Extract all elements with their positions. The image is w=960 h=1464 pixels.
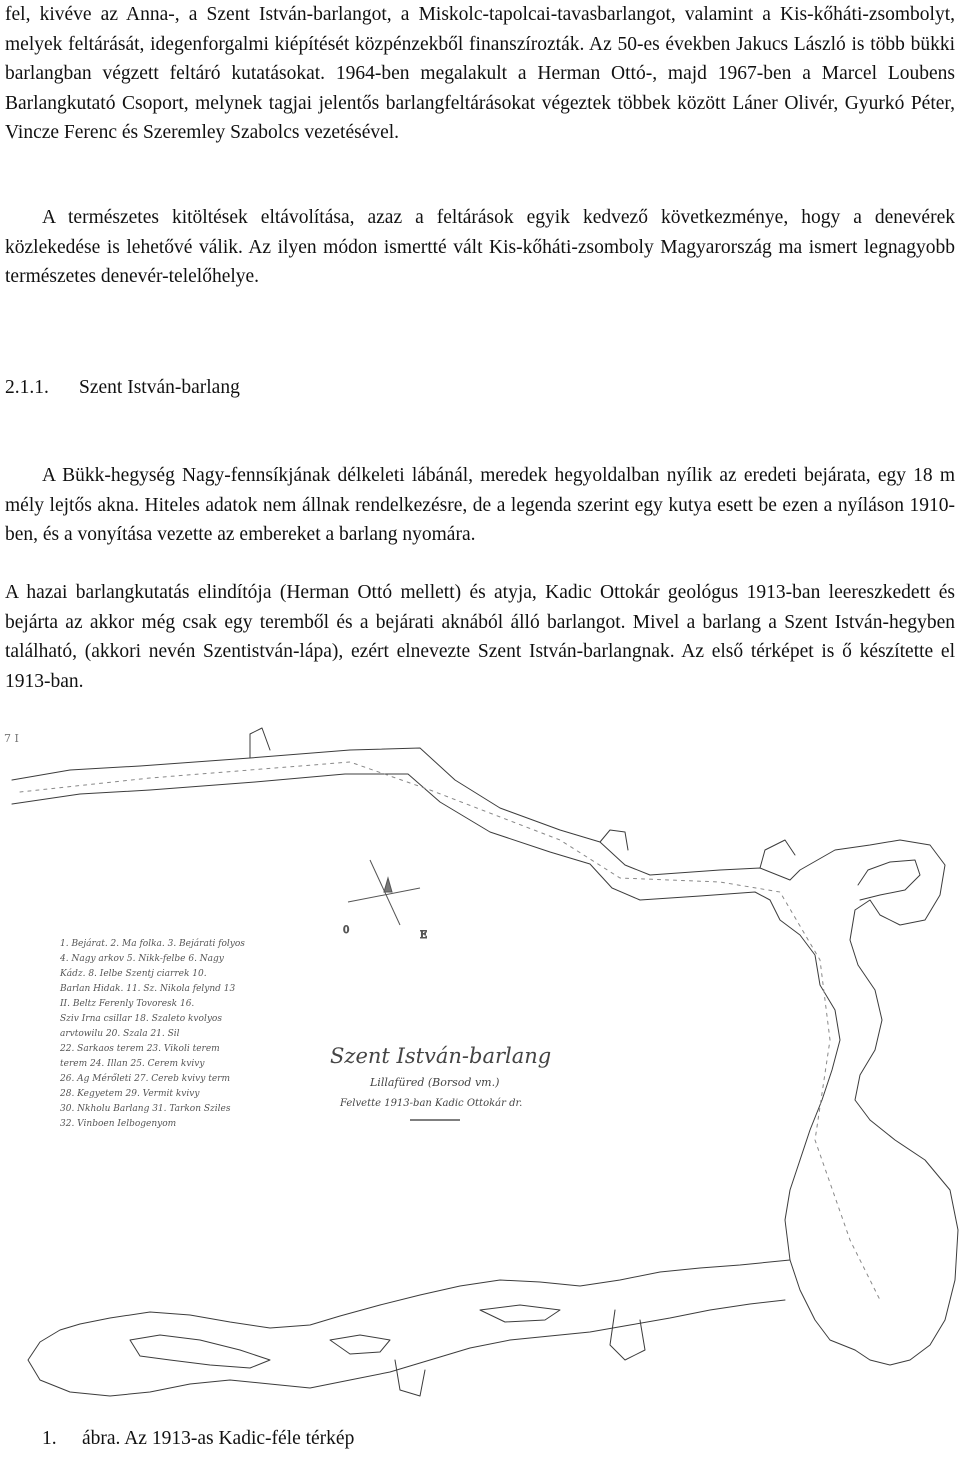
cave-wall	[12, 748, 790, 880]
section-heading	[5, 373, 240, 403]
cave-wall	[770, 900, 840, 1160]
cave-wall	[130, 1335, 270, 1368]
figure-caption-text: ábra. Az 1913-as Kadic-féle térkép	[82, 1428, 355, 1449]
figure-number: 1.	[42, 1428, 57, 1449]
cave-wall	[250, 728, 270, 758]
cave-wall	[785, 1160, 855, 1350]
cave-wall	[330, 1335, 390, 1354]
map-author-line: Felvette 1913-ban Kadic Ottokár dr.	[340, 1098, 523, 1109]
cave-map	[0, 720, 960, 1425]
map-subtitle: Lillafüred (Borsod vm.)	[370, 1076, 500, 1089]
svg-text:0: 0	[343, 925, 350, 936]
section-number: 2.1.1.	[5, 377, 49, 398]
legend-line: 26. Ag Mérőleti 27. Cereb kvivy term	[60, 1074, 230, 1084]
legend-line: 30. Nkholu Barlang 31. Tarkon Sziles	[60, 1104, 231, 1114]
map-title-block	[330, 1044, 551, 1120]
cave-wall	[855, 1120, 958, 1365]
legend-line: 4. Nagy arkov 5. Nikk-felbe 6. Nagy	[60, 954, 224, 964]
legend-line: 32. Vinboen Ielbogenyom	[60, 1119, 177, 1129]
compass-rose	[343, 860, 427, 941]
paragraph-kadic: A hazai barlangkutatás elindítója (Herman Ottó mellett) és atyja, Kadic Ottokár geológus 1913-ban leereszkedett és bejárta az akkor még csak egy teremből és a bejárati aknából álló barlangot. Mivel a barlang a Szent István-hegyben található, (akkori nevén Szentistván-lápa), ezért elnevezte Szent István-barlangnak. Az első térképet is ő készítette el 1913-ban.	[5, 582, 955, 692]
svg-text:E: E	[420, 930, 428, 941]
cave-wall	[600, 830, 628, 850]
paragraph-entrance: A Bükk-hegység Nagy-fennsíkjának délkeleti lábánál, meredek hegyoldalban nyílik az eredeti bejárata, egy 18 m mély lejtős akna. Hiteles adatok nem állnak rendelkezésre, de a legenda szerint egy kutya esett be ezen a nyíláson 1910-ben, és a vonyítása vezette az embereket a barlang nyomára.	[5, 465, 955, 546]
map-legend	[59, 938, 245, 1129]
cave-wall	[858, 860, 920, 900]
cave-wall	[28, 1260, 790, 1396]
legend-line: Kádz. 8. Ielbe Szentj ciarrek 10.	[60, 969, 207, 979]
legend-line: Barlan Hidak. 11. Sz. Nikola felynd 13	[60, 984, 236, 994]
paragraph-intro: fel, kivéve az Anna-, a Szent István-barlangot, a Miskolc-tapolcai-tavasbarlangot, valamint a Kis-kőháti-zsombolyt, melyek feltárását, idegenforgalmi kiépítését közpénzekből finanszírozták. Az 50-es években Jakucs László is több bükki barlangban végzett feltáró kutatásokat. 1964-ben megalakult a Herman Ottó-, majd 1967-ben a Marcel Loubens Barlangkutató Csoport, melynek tagjai jelentős barlangfeltárásokat végeztek többek között Láner Olivér, Gyurkó Péter, Vincze Ferenc és Szeremley Szabolcs vezetésével.	[5, 4, 955, 144]
map-title: Szent István-barlang	[330, 1044, 552, 1068]
cave-wall	[480, 1305, 560, 1322]
legend-line: terem 24. Illan 25. Cerem kvivy	[60, 1059, 205, 1069]
cave-wall	[12, 774, 770, 900]
legend-line: Sziv Irna csillar 18. Szaleto kvolyos	[60, 1014, 222, 1024]
legend-line: 22. Sarkaos terem 23. Vikoli terem	[60, 1044, 220, 1054]
cave-wall	[760, 840, 795, 868]
cave-wall	[790, 840, 945, 1120]
legend-line: arvtowilu 20. Szala 21. Sil	[60, 1029, 180, 1039]
corner-mark: 7 I	[4, 732, 19, 745]
figure-caption	[42, 1424, 354, 1454]
legend-line: 1. Bejárat. 2. Ma folka. 3. Bejárati folyos	[60, 939, 245, 949]
legend-line: 28. Kegyetem 29. Vermit kvivy	[60, 1089, 200, 1099]
legend-line: II. Beltz Ferenly Tovoresk 16.	[60, 999, 195, 1009]
cave-map-figure	[0, 720, 960, 1425]
cave-wall	[395, 1360, 425, 1396]
section-title: Szent István-barlang	[79, 377, 240, 398]
paragraph-bats: A természetes kitöltések eltávolítása, azaz a feltárások egyik kedvező következménye, hogy a denevérek közlekedése is lehetővé válik. Az ilyen módon ismertté vált Kis-kőháti-zsomboly Magyarország ma ismert legnagyobb természetes denevér-telelőhelye.	[5, 207, 955, 288]
cave-wall	[610, 1310, 645, 1360]
